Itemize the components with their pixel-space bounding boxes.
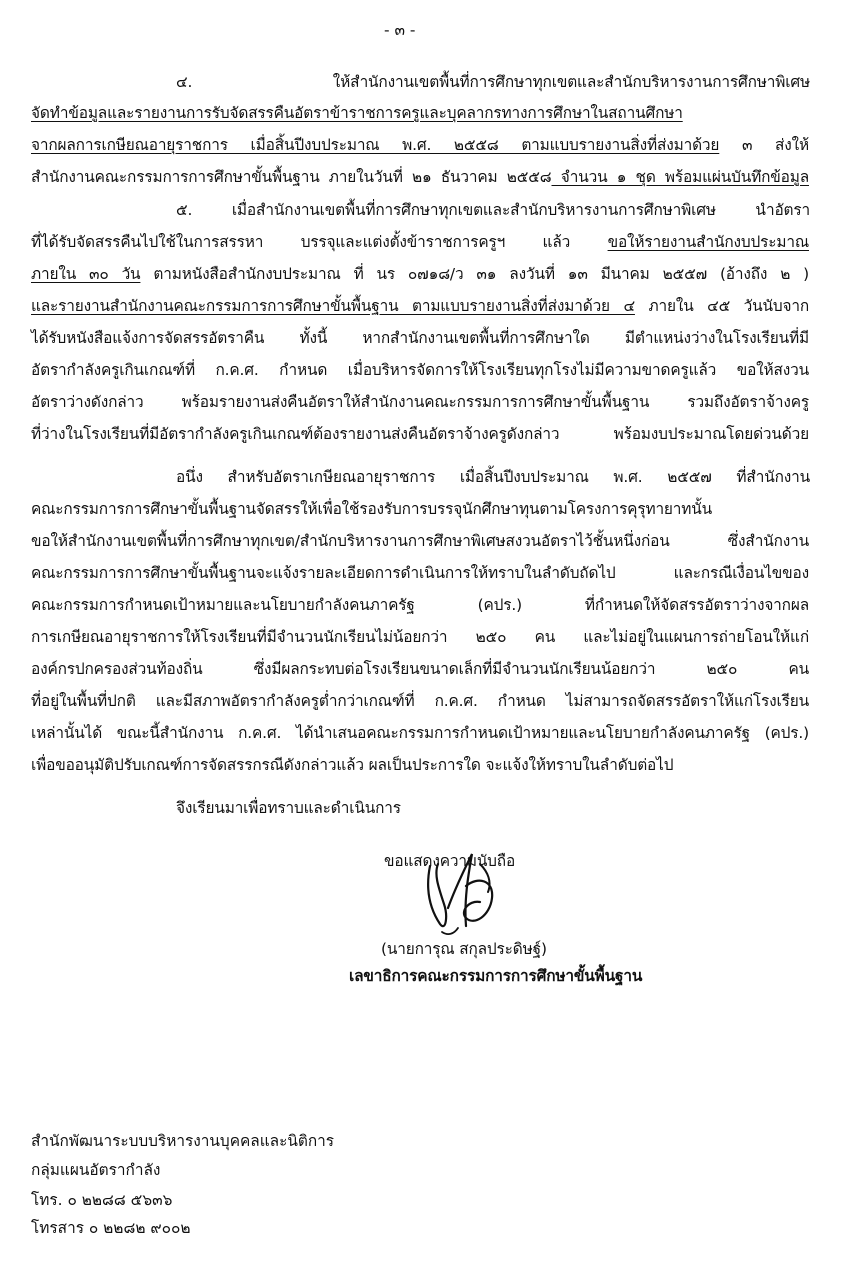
extra-line2: คณะกรรมการการศึกษาขั้นพื้นฐานจัดสรรให้เพื่อใช้รองรับการบรรจุนักศึกษาทุนตามโครงการคุรุทายาทนั้น [31, 500, 713, 518]
footer-office: สำนักพัฒนาระบบบริหารงานบุคคลและนิติการ [31, 1132, 335, 1150]
para4-line4-start: สำนักงานคณะกรรมการการศึกษาขั้นพื้นฐาน ภายในวันที่ ๒๑ ธันวาคม ๒๕๕๘ [31, 168, 552, 186]
para4-line3 [31, 135, 809, 155]
para5-line2 [31, 232, 809, 252]
para4-line4-underlined: จำนวน ๑ ชุด พร้อมแผ่นบันทึกข้อมูล [551, 168, 809, 186]
para5-line3-rest: ตามหนังสือสำนักงบประมาณ ที่ นร ๐๗๑๘/ว ๓๑ ลงวันที่ ๑๓ มีนาคม ๒๕๕๗ (อ้างถึง ๒ ) [140, 265, 809, 283]
para5-line2-start: ที่ได้รับจัดสรรคืนไปใช้ในการสรรหา บรรจุและแต่งตั้งข้าราชการครูฯ แล้ว [31, 233, 608, 251]
signer-name: (นายการุณ สกุลประดิษฐ์) [381, 940, 547, 958]
para5-line4 [31, 296, 809, 316]
para5-line1: ๕. เมื่อสำนักงานเขตพื้นที่การศึกษาทุกเขตและสำนักบริหารงานการศึกษาพิเศษ นำอัตรา [176, 201, 810, 219]
para5-line4-underlined: และรายงานสำนักงานคณะกรรมการการศึกษาขั้นพื้นฐาน ตามแบบรายงานสิ่งที่ส่งมาด้วย ๔ [31, 297, 635, 315]
para4-line2: จัดทำข้อมูลและรายงานการรับจัดสรรคืนอัตราข้าราชการครูและบุคลากรทางการศึกษาในสถานศึกษา [31, 104, 683, 122]
extra-line9: เหล่านั้นได้ ขณะนี้สำนักงาน ก.ค.ศ. ได้นำเสนอคณะกรรมการกำหนดเป้าหมายและนโยบายกำลังคนภาครัฐ (คปร.) [31, 724, 809, 742]
extra-line8: ที่อยู่ในพื้นที่ปกติ และมีสภาพอัตรากำลังครูต่ำกว่าเกณฑ์ที่ ก.ค.ศ. กำหนด ไม่สามารถจัดสรรอัตราให้แก่โรงเรียน [31, 692, 809, 710]
handwritten-signature [408, 846, 528, 946]
para5-line3 [31, 264, 809, 284]
signer-title: เลขาธิการคณะกรรมการการศึกษาขั้นพื้นฐาน [349, 967, 643, 985]
page-number: - ๓ - [384, 21, 416, 39]
footer-tel: โทร. ๐ ๒๒๘๘ ๕๖๓๖ [31, 1191, 173, 1209]
extra-line1: อนึ่ง สำหรับอัตราเกษียณอายุราชการ เมื่อสิ้นปีงบประมาณ พ.ศ. ๒๕๕๗ ที่สำนักงาน [176, 468, 810, 486]
extra-line3: ขอให้สำนักงานเขตพื้นที่การศึกษาทุกเขต/สำนักบริหารงานการศึกษาพิเศษสงวนอัตราไว้ชั้นหนึ่งก่อน ซึ่งสำนักงาน [31, 532, 809, 550]
footer-group: กลุ่มแผนอัตรากำลัง [31, 1161, 161, 1179]
para4-line4 [31, 167, 809, 187]
para4-line1: ๔. ให้สำนักงานเขตพื้นที่การศึกษาทุกเขตและสำนักบริหารงานการศึกษาพิเศษ [176, 73, 810, 91]
para5-line5: ได้รับหนังสือแจ้งการจัดสรรอัตราคืน ทั้งนี้ หากสำนักงานเขตพื้นที่การศึกษาใด มีตำแหน่งว่างในโรงเรียนที่มี [31, 329, 809, 347]
para5-line3-underlined: ภายใน ๓๐ วัน [31, 265, 141, 283]
footer-fax: โทรสาร ๐ ๒๒๘๒ ๙๐๐๒ [31, 1219, 191, 1237]
para5-line4-rest: ภายใน ๔๕ วันนับจาก [634, 297, 809, 315]
extra-line5: คณะกรรมการกำหนดเป้าหมายและนโยบายกำลังคนภาครัฐ (คปร.) ที่กำหนดให้จัดสรรอัตราว่างจากผล [31, 596, 809, 614]
extra-line6: การเกษียณอายุราชการให้โรงเรียนที่มีจำนวนนักเรียนไม่น้อยกว่า ๒๕๐ คน และไม่อยู่ในแผนการถ่ายโอนให้แก่ [31, 628, 809, 646]
extra-line7: องค์กรปกครองส่วนท้องถิ่น ซึ่งมีผลกระทบต่อโรงเรียนขนาดเล็กที่มีจำนวนนักเรียนน้อยกว่า ๒๕๐ คน [31, 660, 809, 678]
closing-text: จึงเรียนมาเพื่อทราบและดำเนินการ [176, 799, 401, 817]
extra-line4: คณะกรรมการการศึกษาขั้นพื้นฐานจะแจ้งรายละเอียดการดำเนินการให้ทราบในลำดับถัดไป และกรณีเงื่อนไขของ [31, 564, 809, 582]
salutation: ขอแสดงความนับถือ [384, 852, 516, 870]
para4-line3-underlined: จากผลการเกษียณอายุราชการ เมื่อสิ้นปีงบประมาณ พ.ศ. ๒๕๕๘ ตามแบบรายงานสิ่งที่ส่งมาด้วย [31, 136, 720, 154]
para5-line8: ที่ว่างในโรงเรียนที่มีอัตรากำลังครูเกินเกณฑ์ต้องรายงานส่งคืนอัตราจ้างครูดังกล่าว พร้อมงบประมาณโดยด่วนด้วย [31, 425, 809, 443]
para5-line2-underlined: ขอให้รายงานสำนักงบประมาณ [607, 233, 809, 251]
para4-line3-rest: ๓ ส่งให้ [719, 136, 810, 154]
extra-line10: เพื่อขออนุมัติปรับเกณฑ์การจัดสรรกรณีดังกล่าวแล้ว ผลเป็นประการใด จะแจ้งให้ทราบในลำดับต่อไป [31, 756, 674, 774]
para5-line6: อัตรากำลังครูเกินเกณฑ์ที่ ก.ค.ศ. กำหนด เมื่อบริหารจัดการให้โรงเรียนทุกโรงไม่มีความขาดครูแล้ว ขอให้สงวน [31, 361, 809, 379]
para5-line7: อัตราว่างดังกล่าว พร้อมรายงานส่งคืนอัตราให้สำนักงานคณะกรรมการการศึกษาขั้นพื้นฐาน รวมถึงอัตราจ้างครู [31, 393, 809, 411]
